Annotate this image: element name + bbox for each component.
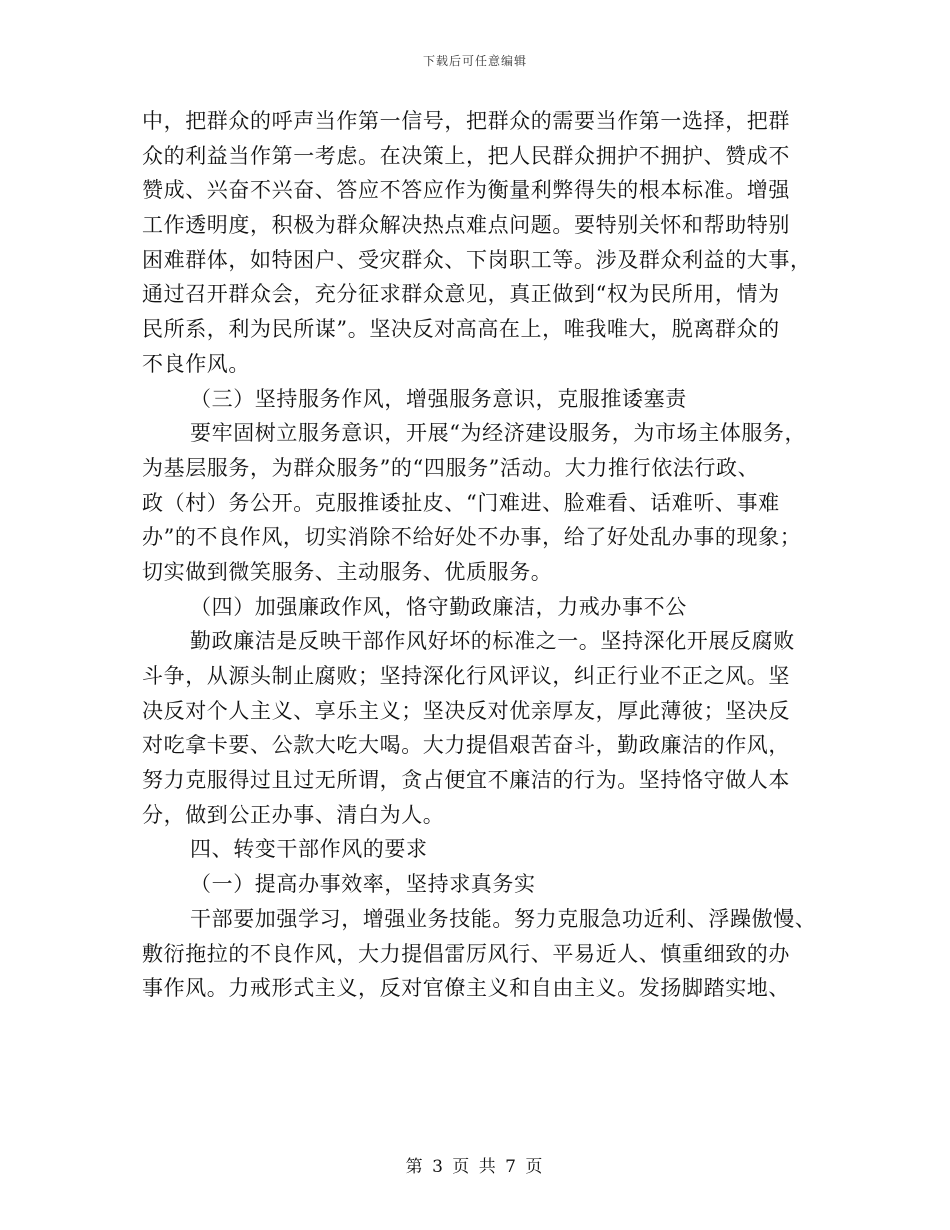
- text-line: 勤政廉洁是反映干部作风好坏的标准之一。坚持深化开展反腐败: [190, 629, 795, 654]
- section-heading: （四）加强廉政作风，恪守勤政廉洁，力戒办事不公: [190, 594, 687, 619]
- text-line: 不良作风。: [142, 351, 250, 376]
- text-line: 事作风。力戒形式主义，反对官僚主义和自由主义。发扬脚踏实地、: [142, 976, 790, 1001]
- text-line: 敷衍拖拉的不良作风，大力提倡雷厉风行、平易近人、慎重细致的办: [142, 941, 790, 966]
- text-line: 中，把群众的呼声当作第一信号，把群众的需要当作第一选择，把群: [142, 109, 790, 133]
- text-line: 决反对个人主义、享乐主义；坚决反对优亲厚友，厚此薄彼；坚决反: [142, 698, 790, 723]
- text-line: 众的利益当作第一考虑。在决策上，把人民群众拥护不拥护、赞成不: [142, 143, 790, 168]
- text-line: 民所系，利为民所谋”。坚决反对高高在上，唯我唯大，脱离群众的: [142, 317, 780, 342]
- text-line: 切实做到微笑服务、主动服务、优质服务。: [142, 559, 553, 584]
- text-line: 困难群体，如特困户、受灾群众、下岗职工等。涉及群众利益的大事，: [142, 247, 812, 272]
- document-body: [142, 104, 822, 1006]
- text-line: 努力克服得过且过无所谓，贪占便宜不廉洁的行为。坚持恪守做人本: [142, 768, 790, 793]
- text-line: 通过召开群众会，充分征求群众意见，真正做到“权为民所用，情为: [142, 282, 780, 307]
- header-note: 下载后可任意编辑: [422, 54, 527, 68]
- text-line: 为基层服务，为群众服务”的“四服务”活动。大力推行依法行政、: [142, 455, 760, 480]
- text-line: 干部要加强学习，增强业务技能。努力克服急功近利、浮躁傲慢、: [190, 906, 817, 931]
- text-line: 分，做到公正办事、清白为人。: [142, 802, 445, 827]
- section-heading: 四、转变干部作风的要求: [190, 837, 428, 862]
- text-line: 赞成、兴奋不兴奋、答应不答应作为衡量利弊得失的根本标准。增强: [142, 178, 790, 203]
- page-number: 第 3 页 共 7 页: [405, 1157, 545, 1177]
- text-line: 要牢固树立服务意识，开展“为经济建设服务，为市场主体服务，: [190, 421, 807, 446]
- text-line: 办”的不良作风，切实消除不给好处不办事，给了好处乱办事的现象；: [142, 525, 802, 550]
- text-line: 政（村）务公开。克服推诿扯皮、“门难进、脸难看、话难听、事难: [142, 490, 780, 515]
- text-line: 斗争，从源头制止腐败；坚持深化行风评议，纠正行业不正之风。坚: [142, 664, 790, 688]
- text-line: 工作透明度，积极为群众解决热点难点问题。要特别关怀和帮助特别: [142, 213, 790, 238]
- section-heading: （一）提高办事效率，坚持求真务实: [190, 872, 536, 897]
- text-line: 对吃拿卡要、公款大吃大喝。大力提倡艰苦奋斗，勤政廉洁的作风，: [142, 733, 790, 758]
- section-heading: （三）坚持服务作风，增强服务意识，克服推诿塞责: [190, 386, 687, 411]
